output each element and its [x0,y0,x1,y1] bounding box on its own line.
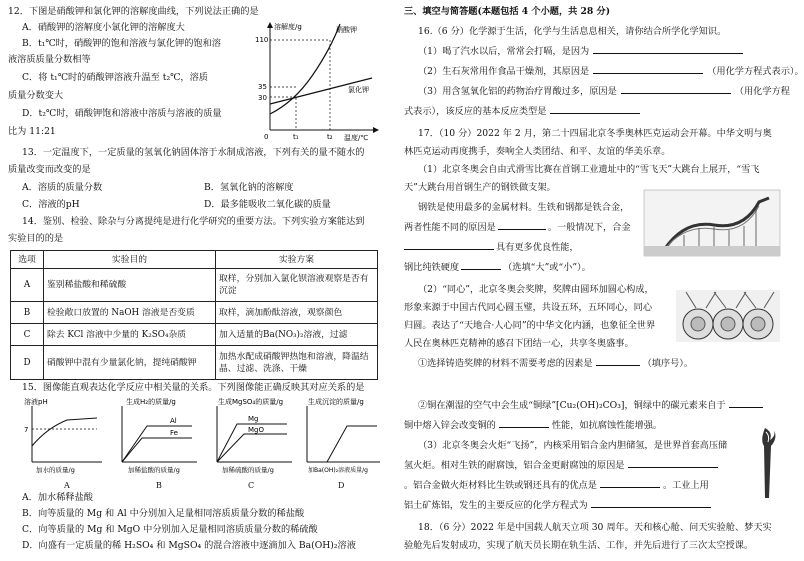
graph-b-xlabel: 加稀盐酸的质量/g [128,466,180,474]
graph-b-letter: B [156,481,162,490]
q16-l3 [404,84,790,100]
q12-option-b-cont: 液溶质质量分数相等 [8,54,91,65]
graph-c-xlabel: 加稀硫酸的质量/g [222,466,274,474]
q16-l3c [404,104,640,120]
graph-d-ylabel: 生成沉淀的质量/g [308,398,364,406]
q12-option-c: C．将 t₁℃时的硝酸钾溶液升温至 t₂℃，溶质 [22,72,208,83]
series-kno3-label: 硝酸钾 [336,26,357,34]
q18-l1: 18．（6 分）2022 年是中国载人航天立项 30 周年。天和核心舱、问天实验舱、梦天实 [418,522,772,533]
graph-d-xlabel: 加Ba(OH)₂溶液质量/g [308,467,368,474]
row-plan: 加热水配成硝酸钾热饱和溶液，降温结晶、过滤、洗涤、干燥 [216,346,378,380]
q17-p2-7-text: 铜中熔入锌会改变铜的 [404,420,496,431]
answer-blank[interactable] [621,93,731,94]
q17-p2-1: （2）“同心”，北京冬奥会奖牌，奖牌由圆环加圆心构成， [418,284,654,295]
q12-stem: 12．下图是硝酸钾和氯化钾的溶解度曲线，下列说法正确的是 [8,6,259,17]
kno3-curve [270,24,340,114]
table-header-row [11,251,378,269]
table-row [11,302,378,324]
q17-p3-3 [404,478,749,494]
q12-option-d-cont: 比为 11:21 [8,126,56,137]
q17-p1-6-text: 具有更多优良性能， [496,242,579,253]
q16-stem: 16.（6 分）化学源于生活，化学与生活息息相关，请你结合所学化学知识。 [418,26,727,37]
q16-l1-text: （1）喝了汽水以后，常常会打嗝，是因为 [418,46,590,57]
graph-a-xlabel: 加水的质量/g [36,466,75,474]
row-goal: 除去 KCl 溶液中少量的 K₂SO₄杂质 [44,324,216,346]
graph-a-tick: 7 [24,426,29,434]
q17-p1-8-text: （选填“大”或“小”）。 [503,262,591,273]
left-column [8,0,384,561]
graph-d-letter: D [338,481,345,490]
section3-title: 三、填空与简答题(本题包括 4 个小题，共 28 分) [404,6,611,17]
q17-p2-5 [404,356,693,372]
q17-p3-4-text: 。工业上用 [662,480,709,491]
graph-b-line-al: Al [170,417,177,425]
answer-blank[interactable] [498,229,546,230]
experiment-table [10,250,378,380]
q17-p2-7 [404,418,662,434]
row-plan: 加入适量的Ba(NO₃)₂溶液，过滤 [216,324,378,346]
answer-blank[interactable] [596,365,640,366]
row-option: B [11,302,44,324]
q13-option-c: C．溶液的pH [22,199,80,210]
ytick-110: 110 [255,36,269,44]
table-row [11,324,378,346]
q17-p1-6 [404,240,644,256]
ski-jump-image [644,190,780,256]
answer-blank[interactable] [729,407,763,408]
q17-p2-5-text: ①选择铸造奖牌的材料不需要考虑的因素是 [418,358,593,369]
q13-stem: 13．一定温度下，一定质量的氢氧化钠固体溶于水制成溶液，下列有关的量不随水的 [22,147,365,158]
answer-blank[interactable] [499,427,549,428]
q16-l2 [404,64,804,80]
q17-p2-6-text: ②铜在潮湿的空气中会生成“铜绿”[Cu₂(OH)₂CO₃]，铜绿中的碳元素来自于 [418,400,726,411]
chart-xlabel: 温度/℃ [344,134,369,142]
q16-l1 [404,44,743,60]
q12-option-a: A．硝酸钾的溶解度小氯化钾的溶解度大 [22,22,185,33]
answer-blank[interactable] [550,113,640,114]
q13-stem-cont: 质量改变而改变的是 [8,164,91,175]
graph-c-line-mg: Mg [248,415,259,423]
q17-p1-7 [404,260,644,276]
header-goal: 实验目的 [44,251,216,269]
q17-p2-6 [404,398,763,414]
q12-option-d: D．t₂℃时，硝酸钾饱和溶液中溶质与溶液的质量 [22,108,222,119]
answer-blank[interactable] [591,507,711,508]
series-kcl-label: 氯化钾 [348,86,369,94]
q17-p3-5-text: 铝土矿炼铝，发生的主要反应的化学方程式为 [404,500,588,511]
q17-p3-1: （3）北京冬奥会火炬“飞扬”，内核采用铝合金内胆储氢，是世界首套高压储 [418,440,728,451]
q15-graph-a [24,397,102,474]
q17-p3-3-text: 。铝合金做火炬材料比生铁或钢还具有的优点是 [404,480,597,491]
q18-l2: 验舱先后发射成功，实现了航天员长期在轨生活、工作，并先后进行了三次太空授课。 [404,540,754,551]
graph-c-line-mgo: MgO [248,426,264,434]
q17-p3-2-text: 氢火炬。相对生铁的耐腐蚀，铝合金更耐腐蚀的原因是 [404,460,625,471]
q12-option-c-cont: 质量分数变大 [8,90,64,101]
q14-stem: 14．鉴别、检验、除杂与分离提纯是进行化学研究的重要方法。下列实验方案能达到 [22,216,365,227]
graph-b-ylabel: 生成H₂的质量/g [126,398,176,406]
graph-a-letter: A [64,481,70,490]
row-goal: 检验敞口放置的 NaOH 溶液是否变质 [44,302,216,324]
q17-p3-2 [404,458,749,474]
q17-p2-5b-text: （填序号）。 [642,358,694,369]
row-plan: 取样，滴加酚酞溶液，观察颜色 [216,302,378,324]
q13-option-b: B．氢氧化钠的溶解度 [204,182,294,193]
q17-p1-5-text: 。一般情况下，合金 [547,222,631,233]
q15-option-d: D．向盛有一定质量的稀 H₂SO₄ 和 MgSO₄ 的混合溶液中逐滴加入 Ba(OH)₂溶液 [22,540,356,551]
ytick-30: 30 [258,94,267,102]
q17-p2-2: 形象来源于中国古代同心圆玉璧，共设五环，五环同心，同心 [404,302,653,313]
row-option: C [11,324,44,346]
solubility-chart [254,18,384,142]
answer-blank[interactable] [600,487,660,488]
q16-l2-text: （2）生石灰常用作食品干燥剂，其原因是 [418,66,590,77]
q17-p1-4 [404,220,644,236]
graph-c-ylabel: 生成MgSO₄的质量/g [218,398,284,406]
q17-p1-7-text: 钢比纯铁硬度 [404,262,460,273]
y-axis-arrow-icon [267,22,273,28]
right-column [404,0,804,561]
answer-blank[interactable] [404,249,494,250]
q15-option-a: A．加水稀释盐酸 [22,492,93,503]
graph-b-line-fe: Fe [170,429,178,437]
answer-blank[interactable] [461,269,501,270]
xtick-t1: t₁ [293,133,299,141]
q15-graphs [22,396,382,476]
q14-stem-cont: 实验目的的是 [8,233,64,244]
q17-p1-1: （1）北京冬奥会自由式滑雪比赛在首钢工业遗址中的“雪飞天”大跳台上展开，“雪飞 [418,164,760,175]
torch-image [756,426,780,500]
table-row [11,346,378,380]
q17-p1-2: 天”大跳台用首钢生产的钢铁做支架。 [404,182,556,193]
q13-option-a: A．溶质的质量分数 [22,182,103,193]
header-option: 选项 [11,251,44,269]
q17-p2-7b-text: 性能，如抗腐蚀性能增强。 [551,420,663,431]
q15-option-c: C．向等质量的 Mg 和 MgO 中分别加入足量相同溶质质量分数的稀硫酸 [22,524,318,535]
q16-l2b-text: （用化学方程式表示）。 [707,66,804,77]
q16-l3b-text: （用化学方程 [734,86,790,97]
table-row [11,269,378,302]
q12-option-b: B．t₁℃时，硝酸钾的饱和溶液与氯化钾的饱和溶 [22,38,221,49]
graph-a-ylabel: 溶液pH [24,398,48,406]
answer-blank[interactable] [593,53,743,54]
row-goal: 硝酸钾中混有少量氯化钠，提纯硝酸钾 [44,346,216,380]
answer-blank[interactable] [628,467,718,468]
q15-graph-c [217,397,292,474]
row-option: D [11,346,44,380]
q13-option-d: D．最多能吸收二氧化碳的质量 [204,199,331,210]
q15-graph-b [122,397,197,474]
row-goal: 鉴别稀盐酸和稀硫酸 [44,269,216,302]
chart-ylabel: 溶解度/g [274,23,302,31]
row-plan: 取样，分别加入氯化钡溶液观察是否有沉淀 [216,269,378,302]
q17-stem-cont: 林匹克运动再度携手，奏响全人类团结、和平、友谊的华美乐章。 [404,146,671,157]
q15-stem: 15．图像能直观表达化学反应中相关量的关系。下列图像能正确反映其对应关系的是 [22,382,365,393]
medals-image [676,290,780,342]
q17-p2-3: 归圆。表达了“天地合·人心同”的中华文化内涵，也象征全世界 [404,320,656,331]
q16-l3c-text: 式表示），该反应的基本反应类型是 [404,106,547,117]
xtick-t2: t₂ [327,133,333,141]
q17-stem: 17．（10 分）2022 年 2 月，第二十四届北京冬季奥林匹克运动会开幕。中华文明与奥 [418,128,772,139]
ytick-35: 35 [258,83,267,91]
answer-blank[interactable] [593,73,703,74]
row-option: A [11,269,44,302]
q17-p1-3: 钢铁是使用最多的金属材料。生铁和钢都是铁合金， [418,202,630,213]
xtick-0: 0 [264,133,269,141]
graph-c-letter: C [248,481,255,490]
q17-p1-4-text: 两者性能不同的原因是 [404,222,496,233]
q17-p2-4: 人民在奥林匹克精神的感召下团结一心，共享冬奥盛事。 [404,338,634,349]
q16-l3-text: （3）用含氢氧化铝的药物治疗胃酸过多，原因是 [418,86,617,97]
x-axis-arrow-icon [373,127,379,133]
q17-p3-5 [404,498,749,514]
q15-option-b: B．向等质量的 Mg 和 Al 中分别加入足量相同溶质质量分数的稀盐酸 [22,508,305,519]
q15-graph-d [307,397,380,474]
header-plan: 实验方案 [216,251,378,269]
